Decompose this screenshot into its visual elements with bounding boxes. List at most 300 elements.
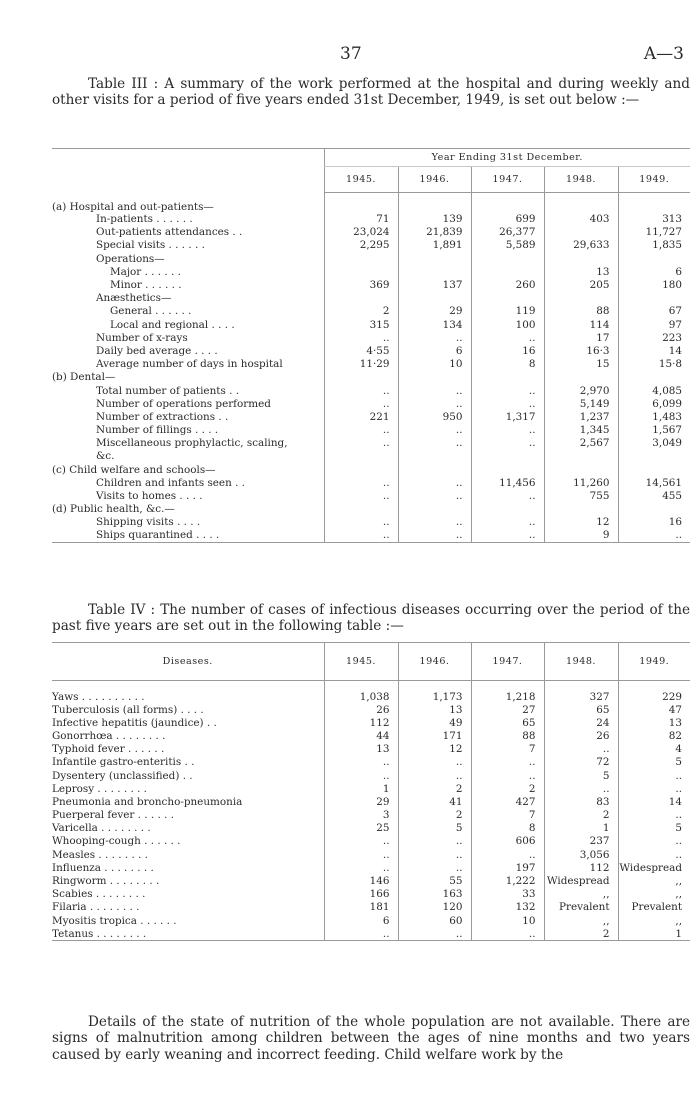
table3-year-group-header: Year Ending 31st December. [324, 149, 690, 167]
table-cell: .. [324, 437, 398, 450]
table-cell: 1,222 [471, 874, 544, 887]
table-cell: 699 [471, 213, 544, 226]
table-cell [471, 292, 544, 305]
table-cell: 1,237 [544, 410, 618, 423]
table-cell: .. [324, 848, 398, 861]
table-row [52, 384, 690, 397]
table-cell: 5 [618, 756, 690, 769]
table-cell [544, 450, 618, 463]
table-cell [471, 450, 544, 463]
table-row [52, 703, 690, 716]
table-cell: 120 [398, 901, 471, 914]
table-cell [544, 226, 618, 239]
row-label: (b) Dental— [52, 371, 116, 384]
table-cell: ,, [618, 874, 690, 887]
table-row [52, 729, 690, 742]
table-cell: 29,633 [544, 239, 618, 252]
table-cell: 1,891 [398, 239, 471, 252]
table-cell: 1 [324, 782, 398, 795]
table-cell: 47 [618, 703, 690, 716]
table-cell: 15 [544, 358, 618, 371]
row-label: (a) Hospital and out-patients— [52, 200, 214, 213]
table-cell: 137 [398, 278, 471, 291]
row-label: Yaws . . . . . . . . . . [52, 691, 145, 703]
table-row [52, 756, 690, 769]
row-label: Varicella . . . . . . . . [52, 822, 151, 835]
table-cell [471, 463, 544, 476]
table-cell: 23,024 [324, 226, 398, 239]
table-cell: 180 [618, 278, 690, 291]
table-cell: .. [471, 331, 544, 344]
table-row [52, 835, 690, 848]
table-cell: 21,839 [398, 226, 471, 239]
table-cell: .. [398, 529, 471, 542]
table-cell: 5 [398, 822, 471, 835]
row-label: Visits to homes . . . . [96, 490, 203, 503]
table-cell: .. [471, 489, 544, 502]
table-cell: .. [324, 835, 398, 848]
table-cell: .. [324, 861, 398, 874]
table-row [52, 344, 690, 357]
table-cell: 229 [618, 681, 690, 704]
row-label: Minor . . . . . . [110, 279, 182, 292]
table-cell [324, 292, 398, 305]
table-cell [618, 371, 690, 384]
row-label: Daily bed average . . . . [96, 344, 218, 357]
table-cell: 119 [471, 305, 544, 318]
table3-year-header: 1948. [544, 167, 618, 193]
table-cell: 67 [618, 305, 690, 318]
table-row [52, 450, 690, 463]
table-row [52, 529, 690, 542]
table-cell: 60 [398, 914, 471, 927]
table-cell: .. [398, 384, 471, 397]
table-cell: 2 [471, 782, 544, 795]
table-cell: .. [398, 331, 471, 344]
table-row [52, 681, 690, 704]
table-cell [544, 463, 618, 476]
table-cell: .. [544, 782, 618, 795]
row-label: Infective hepatitis (jaundice) . . [52, 716, 217, 729]
table-cell: Widespread [618, 861, 690, 874]
table-cell: .. [618, 809, 690, 822]
table-row [52, 861, 690, 874]
table-cell: .. [398, 769, 471, 782]
table-cell: 12 [398, 743, 471, 756]
table-cell: 112 [324, 716, 398, 729]
table-cell: 3,056 [544, 848, 618, 861]
table-cell: 146 [324, 874, 398, 887]
table-cell: 1,038 [324, 681, 398, 704]
row-label: Ships quarantined . . . . [52, 529, 324, 542]
table-cell: .. [324, 397, 398, 410]
table-cell: 11,727 [618, 226, 690, 239]
table-cell: 5,589 [471, 239, 544, 252]
table-cell [324, 503, 398, 516]
table-cell: .. [471, 437, 544, 450]
table-cell: 26 [324, 703, 398, 716]
table-row [52, 503, 690, 516]
table-cell: 166 [324, 888, 398, 901]
row-label: Myositis tropica . . . . . . [52, 914, 177, 927]
row-label: Operations— [96, 252, 165, 265]
row-label: Leprosy . . . . . . . . [52, 782, 147, 795]
table4 [52, 642, 690, 941]
table-cell: 134 [398, 318, 471, 331]
table-cell: .. [398, 437, 471, 450]
table-cell: .. [471, 927, 544, 940]
table-cell: 205 [544, 278, 618, 291]
table-cell: 114 [544, 318, 618, 331]
table-cell: ,, [544, 914, 618, 927]
table-cell [324, 265, 398, 278]
table-cell: 97 [618, 318, 690, 331]
table-cell: 3 [324, 809, 398, 822]
table-cell: 6 [398, 344, 471, 357]
table-cell [324, 252, 398, 265]
table-cell: 221 [324, 410, 398, 423]
table-row [52, 716, 690, 729]
row-label: Gonorrhœa . . . . . . . . [52, 729, 166, 742]
table4-year-header: 1949. [618, 643, 690, 681]
table-cell: 83 [544, 795, 618, 808]
table-cell: 14 [618, 344, 690, 357]
table-cell: 2,970 [544, 384, 618, 397]
table-cell: 369 [324, 278, 398, 291]
table-cell: 16 [618, 516, 690, 529]
table-cell: .. [471, 529, 544, 542]
table-cell [398, 265, 471, 278]
table-cell: 7 [471, 809, 544, 822]
table-cell: .. [324, 769, 398, 782]
table-cell: 82 [618, 729, 690, 742]
table-row [52, 278, 690, 291]
table-cell: 112 [544, 861, 618, 874]
table-cell: .. [618, 769, 690, 782]
table-row [52, 252, 690, 265]
table-cell: .. [618, 848, 690, 861]
table-row [52, 371, 690, 384]
table-cell: .. [398, 476, 471, 489]
row-label: Typhoid fever . . . . . . [52, 743, 165, 756]
table-cell [618, 252, 690, 265]
table-cell: 55 [398, 874, 471, 887]
table-cell: 163 [398, 888, 471, 901]
table-cell: 49 [398, 716, 471, 729]
table4-year-header: 1945. [324, 643, 398, 681]
table-cell: 2,295 [324, 239, 398, 252]
row-label: Pneumonia and broncho-pneumonia [52, 795, 243, 808]
table-cell: 260 [471, 278, 544, 291]
row-label: (d) Public health, &c.— [52, 503, 175, 516]
table-row [52, 397, 690, 410]
table-cell: 1,483 [618, 410, 690, 423]
table-cell: 15·8 [618, 358, 690, 371]
table-cell: .. [471, 516, 544, 529]
page-header [0, 44, 700, 66]
table-cell: 24 [544, 716, 618, 729]
table-cell [398, 371, 471, 384]
row-label: Anæsthetics— [96, 292, 172, 305]
row-label: Dysentery (unclassified) . . [52, 769, 193, 782]
row-label: Filaria . . . . . . . . [52, 901, 140, 914]
table-row [52, 331, 690, 344]
table-cell [471, 252, 544, 265]
table-cell: 7 [471, 743, 544, 756]
row-label: Number of extractions . . [96, 410, 229, 423]
table-cell: .. [398, 861, 471, 874]
table-cell: 139 [398, 213, 471, 226]
table-cell: .. [324, 424, 398, 437]
table3-year-header: 1947. [471, 167, 544, 193]
table-cell: 2 [544, 809, 618, 822]
table-cell: 950 [398, 410, 471, 423]
table-cell: 16·3 [544, 344, 618, 357]
table-cell [324, 371, 398, 384]
table-cell: Prevalent [544, 901, 618, 914]
table-cell: 100 [471, 318, 544, 331]
table-cell [324, 193, 398, 213]
table-cell: 237 [544, 835, 618, 848]
table-cell: ,, [544, 888, 618, 901]
row-label: Major . . . . . . [110, 265, 181, 278]
table-cell: .. [618, 782, 690, 795]
table-row [52, 822, 690, 835]
table4-year-header: 1948. [544, 643, 618, 681]
table-row [52, 318, 690, 331]
row-label: Tuberculosis (all forms) . . . . [52, 703, 204, 716]
table-cell: .. [398, 848, 471, 861]
table3-intro: Table III : A summary of the work performed at the hospital and during weekly and other visits for a period of five years ended 31st December, 1949, is set out below :— [52, 76, 690, 109]
table-cell: .. [398, 489, 471, 502]
table-cell [471, 193, 544, 213]
table-cell: ,, [618, 914, 690, 927]
table-cell [398, 450, 471, 463]
table-cell: 1,567 [618, 424, 690, 437]
row-label: Influenza . . . . . . . . [52, 861, 154, 874]
table-cell: 455 [618, 489, 690, 502]
table-cell: 25 [324, 822, 398, 835]
row-label: Infantile gastro-enteritis . . [52, 756, 195, 769]
table-row [52, 888, 690, 901]
row-label: Tetanus . . . . . . . . [52, 927, 324, 940]
table-cell: 11,260 [544, 476, 618, 489]
table-cell: 65 [544, 703, 618, 716]
table-cell: 171 [398, 729, 471, 742]
table-row [52, 782, 690, 795]
table-cell: .. [618, 529, 690, 542]
row-label: Shipping visits . . . . [96, 516, 201, 529]
table-cell: 44 [324, 729, 398, 742]
table-cell: 88 [544, 305, 618, 318]
table-cell: 4 [618, 743, 690, 756]
table-cell [618, 450, 690, 463]
table-cell: .. [398, 927, 471, 940]
table-cell: 427 [471, 795, 544, 808]
table-cell: 6 [324, 914, 398, 927]
table-cell [618, 463, 690, 476]
table-cell: 71 [324, 213, 398, 226]
table-cell: .. [324, 384, 398, 397]
table-cell: 6 [618, 265, 690, 278]
table-cell [618, 292, 690, 305]
table-cell: 1,835 [618, 239, 690, 252]
table-cell: .. [324, 927, 398, 940]
row-label: Total number of patients . . [96, 384, 239, 397]
table-cell: .. [324, 489, 398, 502]
table-cell: 10 [398, 358, 471, 371]
table-cell: ,, [618, 888, 690, 901]
table-cell: 29 [324, 795, 398, 808]
table-cell: 5,149 [544, 397, 618, 410]
table-cell: 27 [471, 703, 544, 716]
table-cell: 1 [618, 927, 690, 940]
table-cell: Widespread [544, 874, 618, 887]
table-row [52, 743, 690, 756]
table-cell: 14 [618, 795, 690, 808]
table-row [52, 265, 690, 278]
table-cell: 29 [398, 305, 471, 318]
table-cell: 4·55 [324, 344, 398, 357]
page-number: 37 [340, 44, 362, 64]
table-cell: 403 [544, 213, 618, 226]
table-cell: .. [398, 835, 471, 848]
table-cell: 41 [398, 795, 471, 808]
table-cell [398, 252, 471, 265]
table-cell [618, 193, 690, 213]
table-cell [398, 503, 471, 516]
row-label: General . . . . . . [110, 305, 192, 318]
row-label: (c) Child welfare and schools— [52, 463, 216, 476]
table-row [52, 193, 690, 213]
table-cell: 72 [544, 756, 618, 769]
table-row [52, 901, 690, 914]
table-row [52, 809, 690, 822]
table-cell: 88 [471, 729, 544, 742]
table-cell [324, 463, 398, 476]
table-cell [544, 252, 618, 265]
table-row [52, 914, 690, 927]
table-row [52, 410, 690, 423]
table-cell: 3,049 [618, 437, 690, 450]
table-cell: 6,099 [618, 397, 690, 410]
table-cell: 2 [398, 782, 471, 795]
table3-year-header: 1946. [398, 167, 471, 193]
table-cell: 13 [544, 265, 618, 278]
table-cell: .. [324, 516, 398, 529]
table-row [52, 516, 690, 529]
table-row [52, 239, 690, 252]
table-cell: 2 [398, 809, 471, 822]
table-cell: .. [471, 769, 544, 782]
table-cell: 1,218 [471, 681, 544, 704]
table-cell: .. [398, 424, 471, 437]
table-cell: 1,317 [471, 410, 544, 423]
table-row [52, 476, 690, 489]
table-cell [398, 292, 471, 305]
table-cell: 223 [618, 331, 690, 344]
table-cell: 13 [618, 716, 690, 729]
table-cell: 26 [544, 729, 618, 742]
row-label: Measles . . . . . . . . [52, 848, 148, 861]
row-label: Special visits . . . . . . [96, 239, 205, 252]
table3-stub-header [52, 149, 324, 193]
table-cell: 327 [544, 681, 618, 704]
table-cell [618, 503, 690, 516]
table-cell: 197 [471, 861, 544, 874]
row-label: In-patients . . . . . . [96, 213, 193, 226]
table-cell: .. [471, 424, 544, 437]
table-cell: .. [471, 397, 544, 410]
table-cell: 315 [324, 318, 398, 331]
table-cell: 16 [471, 344, 544, 357]
table-cell: 9 [544, 529, 618, 542]
table-cell: 11,456 [471, 476, 544, 489]
row-label: Number of fillings . . . . [96, 424, 219, 437]
table-row [52, 874, 690, 887]
table4-year-header: 1946. [398, 643, 471, 681]
table-row [52, 437, 690, 450]
table-cell: 1,173 [398, 681, 471, 704]
row-label: Number of operations performed [96, 397, 271, 410]
row-label: Whooping-cough . . . . . . [52, 835, 181, 848]
row-label: Ringworm . . . . . . . . [52, 875, 160, 888]
table-cell [398, 193, 471, 213]
table-cell: .. [324, 476, 398, 489]
table-cell: 8 [471, 822, 544, 835]
table-cell: .. [324, 331, 398, 344]
table-cell: 2 [324, 305, 398, 318]
table-cell: 2 [544, 927, 618, 940]
table-row [52, 795, 690, 808]
table-cell: .. [544, 743, 618, 756]
table-cell: 5 [544, 769, 618, 782]
table-cell: .. [398, 516, 471, 529]
table-cell: 26,377 [471, 226, 544, 239]
table-cell: .. [471, 848, 544, 861]
table-cell [544, 292, 618, 305]
table-cell: 12 [544, 516, 618, 529]
table-cell: Prevalent [618, 901, 690, 914]
table-cell: .. [324, 756, 398, 769]
table-cell [471, 371, 544, 384]
table-row [52, 848, 690, 861]
table-cell: 181 [324, 901, 398, 914]
table-row [52, 213, 690, 226]
table-cell: 5 [618, 822, 690, 835]
table-row [52, 226, 690, 239]
table-cell: 14,561 [618, 476, 690, 489]
row-label: Local and regional . . . . [110, 318, 235, 331]
table-cell: 65 [471, 716, 544, 729]
table-cell: 33 [471, 888, 544, 901]
section-reference: A—3 [643, 44, 684, 64]
table-cell: .. [398, 756, 471, 769]
table-cell: .. [618, 835, 690, 848]
table4-intro: Table IV : The number of cases of infectious diseases occurring over the period of the past five years are set out in the following table :— [52, 602, 690, 635]
table-cell [471, 503, 544, 516]
row-label: Puerperal fever . . . . . . [52, 809, 175, 822]
table-row [52, 292, 690, 305]
table-row [52, 489, 690, 502]
table-cell: 13 [324, 743, 398, 756]
table-row [52, 424, 690, 437]
table-cell: 313 [618, 213, 690, 226]
table3-year-header: 1945. [324, 167, 398, 193]
table-cell: .. [324, 529, 398, 542]
table-cell [544, 193, 618, 213]
table-row [52, 927, 690, 940]
